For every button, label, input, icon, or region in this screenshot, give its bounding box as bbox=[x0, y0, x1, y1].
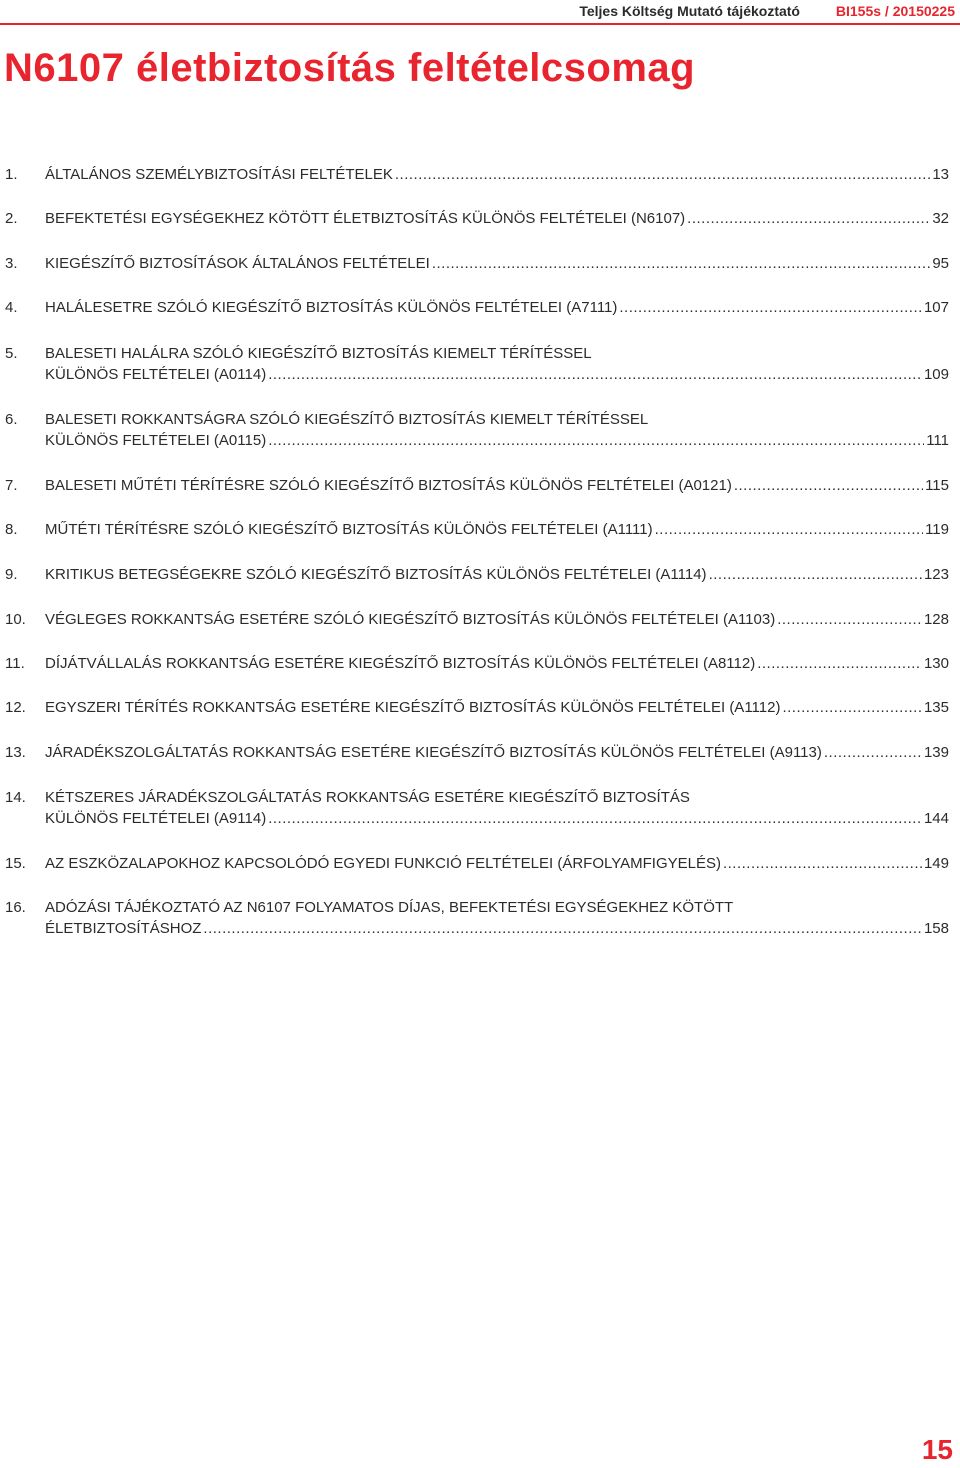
toc-entry-number: 6. bbox=[5, 411, 18, 428]
toc-entry-title-line2: ÉLETBIZTOSÍTÁSHOZ bbox=[45, 920, 202, 937]
toc-entry-page: 107 bbox=[923, 299, 949, 316]
toc-dot-leader bbox=[824, 742, 922, 763]
toc-dot-leader bbox=[782, 697, 922, 718]
toc-dot-leader bbox=[619, 297, 922, 318]
page-title: N6107 életbiztosítás feltételcsomag bbox=[4, 46, 696, 90]
toc-dot-leader bbox=[777, 609, 922, 630]
toc-entry-title: MŰTÉTI TÉRÍTÉSRE SZÓLÓ KIEGÉSZÍTŐ BIZTOSÍTÁS KÜLÖNÖS FELTÉTELEI (A1111) bbox=[45, 521, 653, 538]
toc-entry-title-line2: KÜLÖNÖS FELTÉTELEI (A9114) bbox=[45, 810, 267, 827]
toc-entry-page: 130 bbox=[923, 655, 949, 672]
toc-entry-leader-row bbox=[45, 564, 949, 585]
toc-dot-leader bbox=[268, 430, 924, 451]
document-code: BI155s / 20150225 bbox=[835, 3, 955, 19]
toc-entry-number: 3. bbox=[5, 255, 18, 272]
toc-entry-number: 11. bbox=[5, 655, 25, 672]
toc-dot-leader bbox=[268, 808, 922, 829]
toc-entry-page: 139 bbox=[923, 744, 949, 761]
toc-dot-leader bbox=[268, 364, 922, 385]
toc-entry-page: 149 bbox=[923, 855, 949, 872]
toc-entry-number: 15. bbox=[5, 855, 26, 872]
toc-entry-number: 8. bbox=[5, 521, 18, 538]
toc-entry-leader-row bbox=[45, 742, 949, 763]
header-divider bbox=[0, 23, 960, 25]
toc-entry-title: KRITIKUS BETEGSÉGEKRE SZÓLÓ KIEGÉSZÍTŐ BIZTOSÍTÁS KÜLÖNÖS FELTÉTELEI (A1114) bbox=[45, 566, 707, 583]
page-header bbox=[0, 0, 960, 24]
toc-entry-page: 115 bbox=[925, 477, 949, 494]
toc-entry-page: 109 bbox=[923, 366, 949, 383]
toc-entry-number: 1. bbox=[5, 166, 18, 183]
toc-entry-number: 13. bbox=[5, 744, 26, 761]
toc-dot-leader bbox=[687, 208, 930, 229]
toc-entry-title: KIEGÉSZÍTŐ BIZTOSÍTÁSOK ÁLTALÁNOS FELTÉTELEI bbox=[45, 255, 430, 272]
toc-entry-title: AZ ESZKÖZALAPOKHOZ KAPCSOLÓDÓ EGYEDI FUNKCIÓ FELTÉTELEI (ÁRFOLYAMFIGYELÉS) bbox=[45, 855, 721, 872]
toc-entry-leader-row bbox=[45, 164, 949, 185]
toc-entry-title-line2: KÜLÖNÖS FELTÉTELEI (A0114) bbox=[45, 366, 267, 383]
toc-entry-page: 111 bbox=[926, 432, 949, 449]
toc-entry-leader-row bbox=[45, 653, 949, 674]
toc-entry-title-line1: ADÓZÁSI TÁJÉKOZTATÓ AZ N6107 FOLYAMATOS DÍJAS, BEFEKTETÉSI EGYSÉGEKHEZ KÖTÖTT bbox=[45, 899, 734, 916]
toc-entry-title: BALESETI MŰTÉTI TÉRÍTÉSRE SZÓLÓ KIEGÉSZÍTŐ BIZTOSÍTÁS KÜLÖNÖS FELTÉTELEI (A0121) bbox=[45, 477, 732, 494]
toc-dot-leader bbox=[734, 475, 923, 496]
toc-entry-leader-row bbox=[45, 609, 949, 630]
toc-entry-page: 135 bbox=[923, 699, 949, 716]
toc-entry-leader-row bbox=[45, 364, 949, 385]
toc-entry-leader-row bbox=[45, 918, 949, 939]
toc-entry-title: DÍJÁTVÁLLALÁS ROKKANTSÁG ESETÉRE KIEGÉSZÍTŐ BIZTOSÍTÁS KÜLÖNÖS FELTÉTELEI (A8112) bbox=[45, 655, 756, 672]
toc-entry-title-line1: BALESETI ROKKANTSÁGRA SZÓLÓ KIEGÉSZÍTŐ BIZTOSÍTÁS KIEMELT TÉRÍTÉSSEL bbox=[45, 411, 649, 428]
toc-entry-title: JÁRADÉKSZOLGÁLTATÁS ROKKANTSÁG ESETÉRE KIEGÉSZÍTŐ BIZTOSÍTÁS KÜLÖNÖS FELTÉTELEI (A9113) bbox=[45, 744, 822, 761]
toc-entry-title: EGYSZERI TÉRÍTÉS ROKKANTSÁG ESETÉRE KIEGÉSZÍTŐ BIZTOSÍTÁS KÜLÖNÖS FELTÉTELEI (A1112) bbox=[45, 699, 781, 716]
toc-entry-page: 128 bbox=[923, 611, 949, 628]
toc-entry-page: 13 bbox=[932, 166, 949, 183]
toc-entry-leader-row bbox=[45, 808, 949, 829]
toc-entry-title-line2: KÜLÖNÖS FELTÉTELEI (A0115) bbox=[45, 432, 267, 449]
toc-entry-title: HALÁLESETRE SZÓLÓ KIEGÉSZÍTŐ BIZTOSÍTÁS KÜLÖNÖS FELTÉTELEI (A7111) bbox=[45, 299, 618, 316]
toc-dot-leader bbox=[655, 519, 923, 540]
toc-entry-leader-row bbox=[45, 697, 949, 718]
toc-entry-page: 158 bbox=[923, 920, 949, 937]
toc-entry-leader-row bbox=[45, 430, 949, 451]
toc-entry-number: 12. bbox=[5, 699, 26, 716]
toc-entry-number: 7. bbox=[5, 477, 18, 494]
page-number: 15 bbox=[921, 1434, 953, 1465]
toc-entry-title-line1: BALESETI HALÁLRA SZÓLÓ KIEGÉSZÍTŐ BIZTOSÍTÁS KIEMELT TÉRÍTÉSSEL bbox=[45, 345, 592, 362]
toc-entry-title-line1: KÉTSZERES JÁRADÉKSZOLGÁLTATÁS ROKKANTSÁG ESETÉRE KIEGÉSZÍTŐ BIZTOSÍTÁS bbox=[45, 789, 690, 806]
toc-entry-page: 32 bbox=[932, 210, 949, 227]
toc-entry-leader-row bbox=[45, 519, 949, 540]
toc-entry-leader-row bbox=[45, 253, 949, 274]
toc-entry-number: 2. bbox=[5, 210, 18, 227]
toc-entry-leader-row bbox=[45, 853, 949, 874]
toc-entry-page: 144 bbox=[923, 810, 949, 827]
toc-entry-page: 95 bbox=[932, 255, 949, 272]
toc-entry-page: 123 bbox=[923, 566, 949, 583]
toc-dot-leader bbox=[723, 853, 922, 874]
document-title: Teljes Költség Mutató tájékoztató bbox=[579, 3, 800, 19]
toc-entry-leader-row bbox=[45, 475, 949, 496]
toc-dot-leader bbox=[757, 653, 922, 674]
toc-entry-number: 4. bbox=[5, 299, 18, 316]
toc-entry-title: BEFEKTETÉSI EGYSÉGEKHEZ KÖTÖTT ÉLETBIZTOSÍTÁS KÜLÖNÖS FELTÉTELEI (N6107) bbox=[45, 210, 686, 227]
toc-entry-title: VÉGLEGES ROKKANTSÁG ESETÉRE SZÓLÓ KIEGÉSZÍTŐ BIZTOSÍTÁS KÜLÖNÖS FELTÉTELEI (A1103) bbox=[45, 611, 776, 628]
toc-dot-leader bbox=[709, 564, 922, 585]
toc-dot-leader bbox=[203, 918, 922, 939]
toc-entry-number: 9. bbox=[5, 566, 18, 583]
toc-entry-leader-row bbox=[45, 297, 949, 318]
toc-entry-number: 16. bbox=[5, 899, 26, 916]
toc-entry-number: 5. bbox=[5, 345, 18, 362]
toc-entry-leader-row bbox=[45, 208, 949, 229]
toc-entry-page: 119 bbox=[925, 521, 949, 538]
toc-entry-number: 14. bbox=[5, 789, 26, 806]
toc-dot-leader bbox=[395, 164, 930, 185]
toc-entry-number: 10. bbox=[5, 611, 26, 628]
toc-entry-title: ÁLTALÁNOS SZEMÉLYBIZTOSÍTÁSI FELTÉTELEK bbox=[45, 166, 393, 183]
toc-dot-leader bbox=[432, 253, 930, 274]
